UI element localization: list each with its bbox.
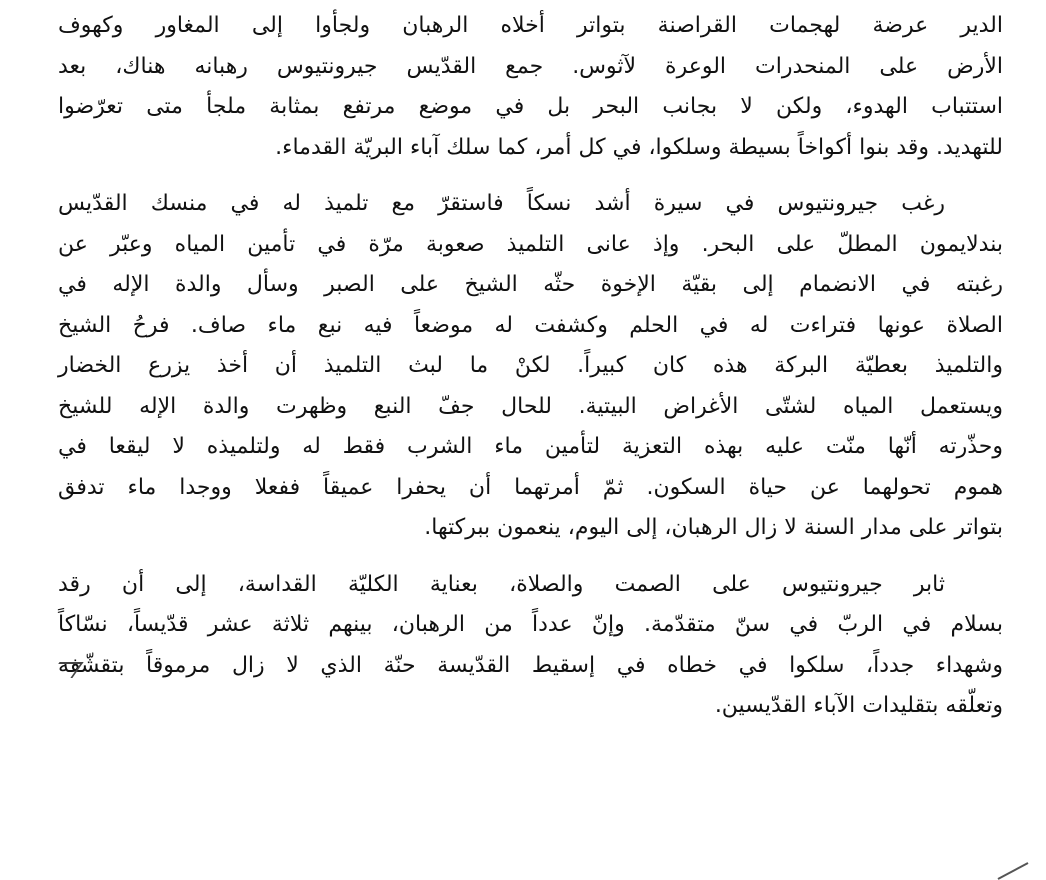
text-line: ثابر جيرونتيوس على الصمت والصلاة، بعناية الكليّة القداسة، إلى أن رقد — [58, 571, 945, 597]
paragraph-1 — [58, 6, 1003, 168]
text-line: الصلاة عونها فتراءت له في الحلم وكشفت له موضعاً فيه نبع ماء صاف. فرحُ الشيخ — [58, 312, 1003, 338]
text-line: ويستعمل المياه لشتّى الأغراض البيتية. للحال جفّ النبع وظهرت والدة الإله للشيخ — [58, 393, 1003, 419]
text-line: وشهداء جدداً، سلكوا في خطاه في إسقيط القدّيسة حنّة الذي لا زال مرموقاً بتقشّفه — [58, 652, 1003, 678]
text-line: هموم تحولهما عن حياة السكون. ثمّ أمرتهما أن يحفرا عميقاً ففعلا ووجدا ماء تدفق — [58, 474, 1003, 500]
paragraph-spacer — [58, 549, 1003, 565]
text-line: وحذّرته أنّها منّت عليه بهذه التعزية لتأمين ماء الشرب فقط له ولتلميذه لا ليقعا في — [58, 434, 1003, 459]
text-line: بندلايمون المطلّ على البحر. وإذ عانى التلميذ صعوبة مرّة في تأمين المياه وعبّر عن — [58, 231, 1003, 257]
text-line: بتواتر على مدار السنة لا زال الرهبان، إلى اليوم، ينعمون ببركتها. — [424, 515, 1003, 540]
text-line: الأرض على المنحدرات الوعرة لآثوس. جمع القدّيس جيرونتيوس رهبانه هناك، بعد — [58, 53, 1003, 79]
paragraph-3 — [58, 565, 1003, 727]
scan-artifact-line — [998, 862, 1029, 880]
text-line: رغب جيرونتيوس في سيرة أشد نسكاً فاستقرّ مع تلميذ له في منسك القدّيس — [58, 191, 945, 216]
text-line: رغبته في الانضمام إلى بقيّة الإخوة حثّه الشيخ على الصبر وسأل والدة الإله في — [58, 272, 1003, 297]
paragraph-2 — [58, 184, 1003, 549]
paragraph-spacer — [58, 168, 1003, 184]
text-line: والتلميذ بعطيّة البركة هذه كان كبيراً. لكنْ ما لبث التلميذ أن أخذ يزرع الخضار — [58, 353, 1003, 378]
text-line: الدير عرضة لهجمات القراصنة بتواتر أخلاه الرهبان ولجأوا إلى المغاور وكهوف — [58, 13, 1003, 38]
document-page — [58, 6, 1003, 856]
text-line: للتهديد. وقد بنوا أكواخاً بسيطة وسلكوا، في كل أمر، كما سلك آباء البريّة القدماء. — [275, 134, 1003, 160]
text-line: وتعلّقه بتقليدات الآباء القدّيسين. — [714, 693, 1003, 718]
text-line: بسلام في الربّ في سنّ متقدّمة. وإنّ عدداً من الرهبان، بينهم ثلاثة عشر قدّيساً، نسّاكاً — [58, 612, 1003, 637]
text-line: استتباب الهدوء، ولكن لا بجانب البحر بل في موضع مرتفع بمثابة ملجأ متى تعرّضوا — [58, 94, 1003, 119]
